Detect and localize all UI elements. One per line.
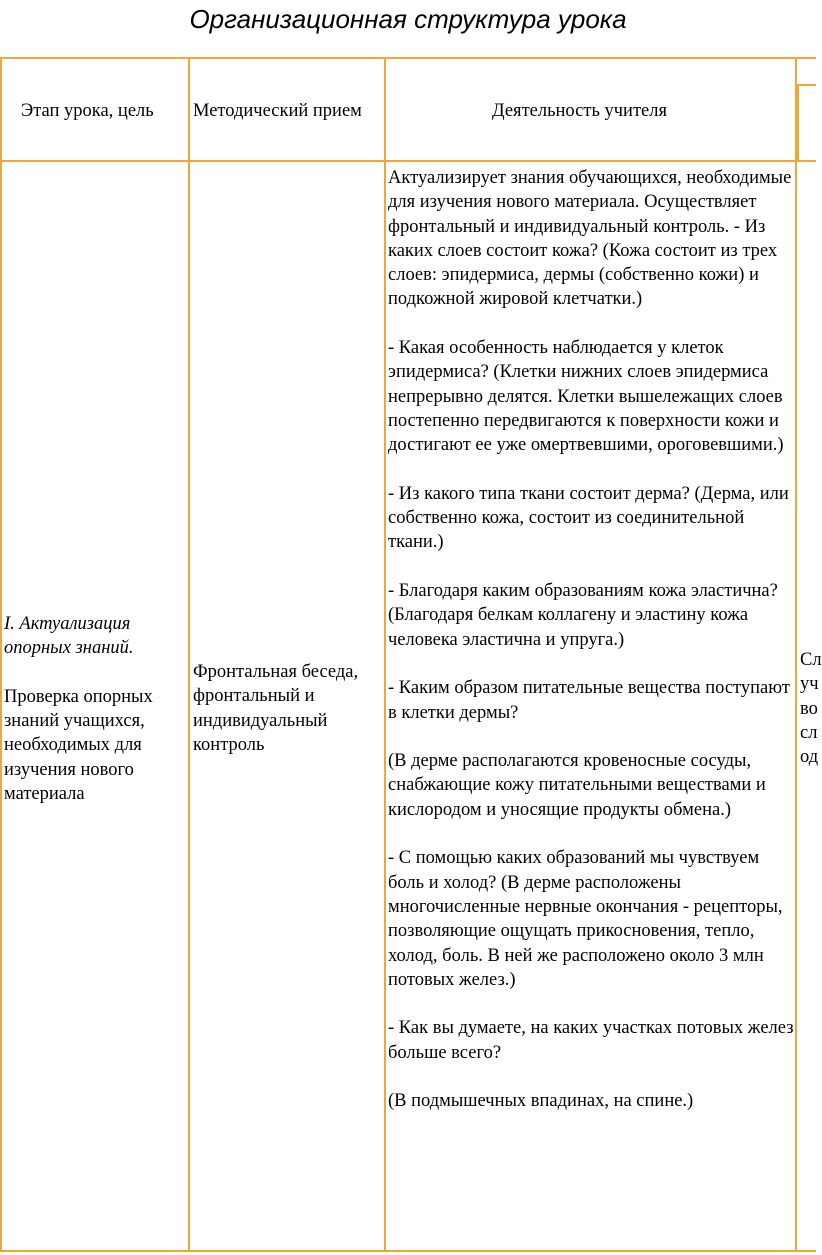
- page-title: Организационная структура урока: [189, 4, 627, 34]
- method-text: Фронтальная беседа, фронтальный и индивидуальный контроль: [193, 662, 359, 755]
- teacher-paragraph: - Каким образом питательные вещества поступают в клетки дермы?: [388, 678, 790, 723]
- teacher-paragraph: - Какая особенность наблюдается у клеток эпидермиса? (Клетки нижних слоев эпидермиса непрерывно делятся. Клетки вышележащих слоев постепенно передвигаются к поверхности кожи и достигают ее уже омертвевшими, ороговевшими.): [388, 338, 784, 456]
- method-cell: [193, 660, 383, 757]
- column-divider-2: [384, 57, 386, 1252]
- table-left-border: [0, 57, 2, 1252]
- stage-goal: Проверка опорных знаний учащихся, необходимых для изучения нового материала: [4, 686, 153, 805]
- header-stage: Этап урока, цель: [21, 101, 154, 121]
- teacher-paragraph: (В дерме располагаются кровеносные сосуды, снабжающие кожу питательными веществами и кислородом и уносящие продукты обмена.): [388, 751, 766, 820]
- teacher-paragraph: - С помощью каких образований мы чувствуем боль и холод? (В дерме расположены многочисленные нервные окончания - рецепторы, позволяющие ощущать прикосновения, тепло, холод, боль. В ней же расположено около 3 млн потовых желез.): [388, 848, 783, 990]
- header-teacher: Деятельность учителя: [492, 101, 667, 121]
- teacher-paragraph: Актуализирует знания обучающихся, необходимые для изучения нового материала. Осуществляет фронтальный и индивидуальный контроль. - Из каких слоев состоит кожа? (Кожа состоит из трех слоев: эпидермиса, дермы (собственно кожи) и подкожной жировой клетчатки.): [388, 168, 792, 310]
- column-divider-1: [188, 57, 190, 1252]
- teacher-paragraph: - Из какого типа ткани состоит дерма? (Дерма, или собственно кожа, состоит из соединительной ткани.): [388, 483, 789, 553]
- cut-fragment: во: [800, 698, 818, 719]
- teacher-activity-cell: [388, 166, 798, 1114]
- header-sub-border: [797, 84, 816, 86]
- cut-fragment: од: [800, 747, 819, 768]
- stage-title: I. Актуализация опорных знаний.: [4, 614, 134, 659]
- header-sub-divider: [797, 84, 799, 162]
- header-method: Методический прием: [193, 101, 362, 121]
- cut-fragment: сл: [800, 722, 818, 743]
- cut-off-column-cell: [800, 648, 822, 769]
- teacher-paragraph: - Как вы думаете, на каких участках потовых желез больше всего?: [388, 1018, 794, 1063]
- table-bottom-border: [0, 1250, 816, 1252]
- cut-fragment: Сл: [800, 650, 822, 670]
- teacher-paragraph: - Благодаря каким образованиям кожа эластична? (Благодаря белкам коллагену и эластину кожа человека эластична и упруга.): [388, 581, 778, 650]
- table-top-border: [0, 57, 816, 59]
- header-bottom-border: [0, 160, 816, 162]
- cut-fragment: уч: [800, 674, 819, 695]
- teacher-paragraph: (В подмышечных впадинах, на спине.): [388, 1091, 694, 1112]
- stage-cell: [4, 612, 182, 806]
